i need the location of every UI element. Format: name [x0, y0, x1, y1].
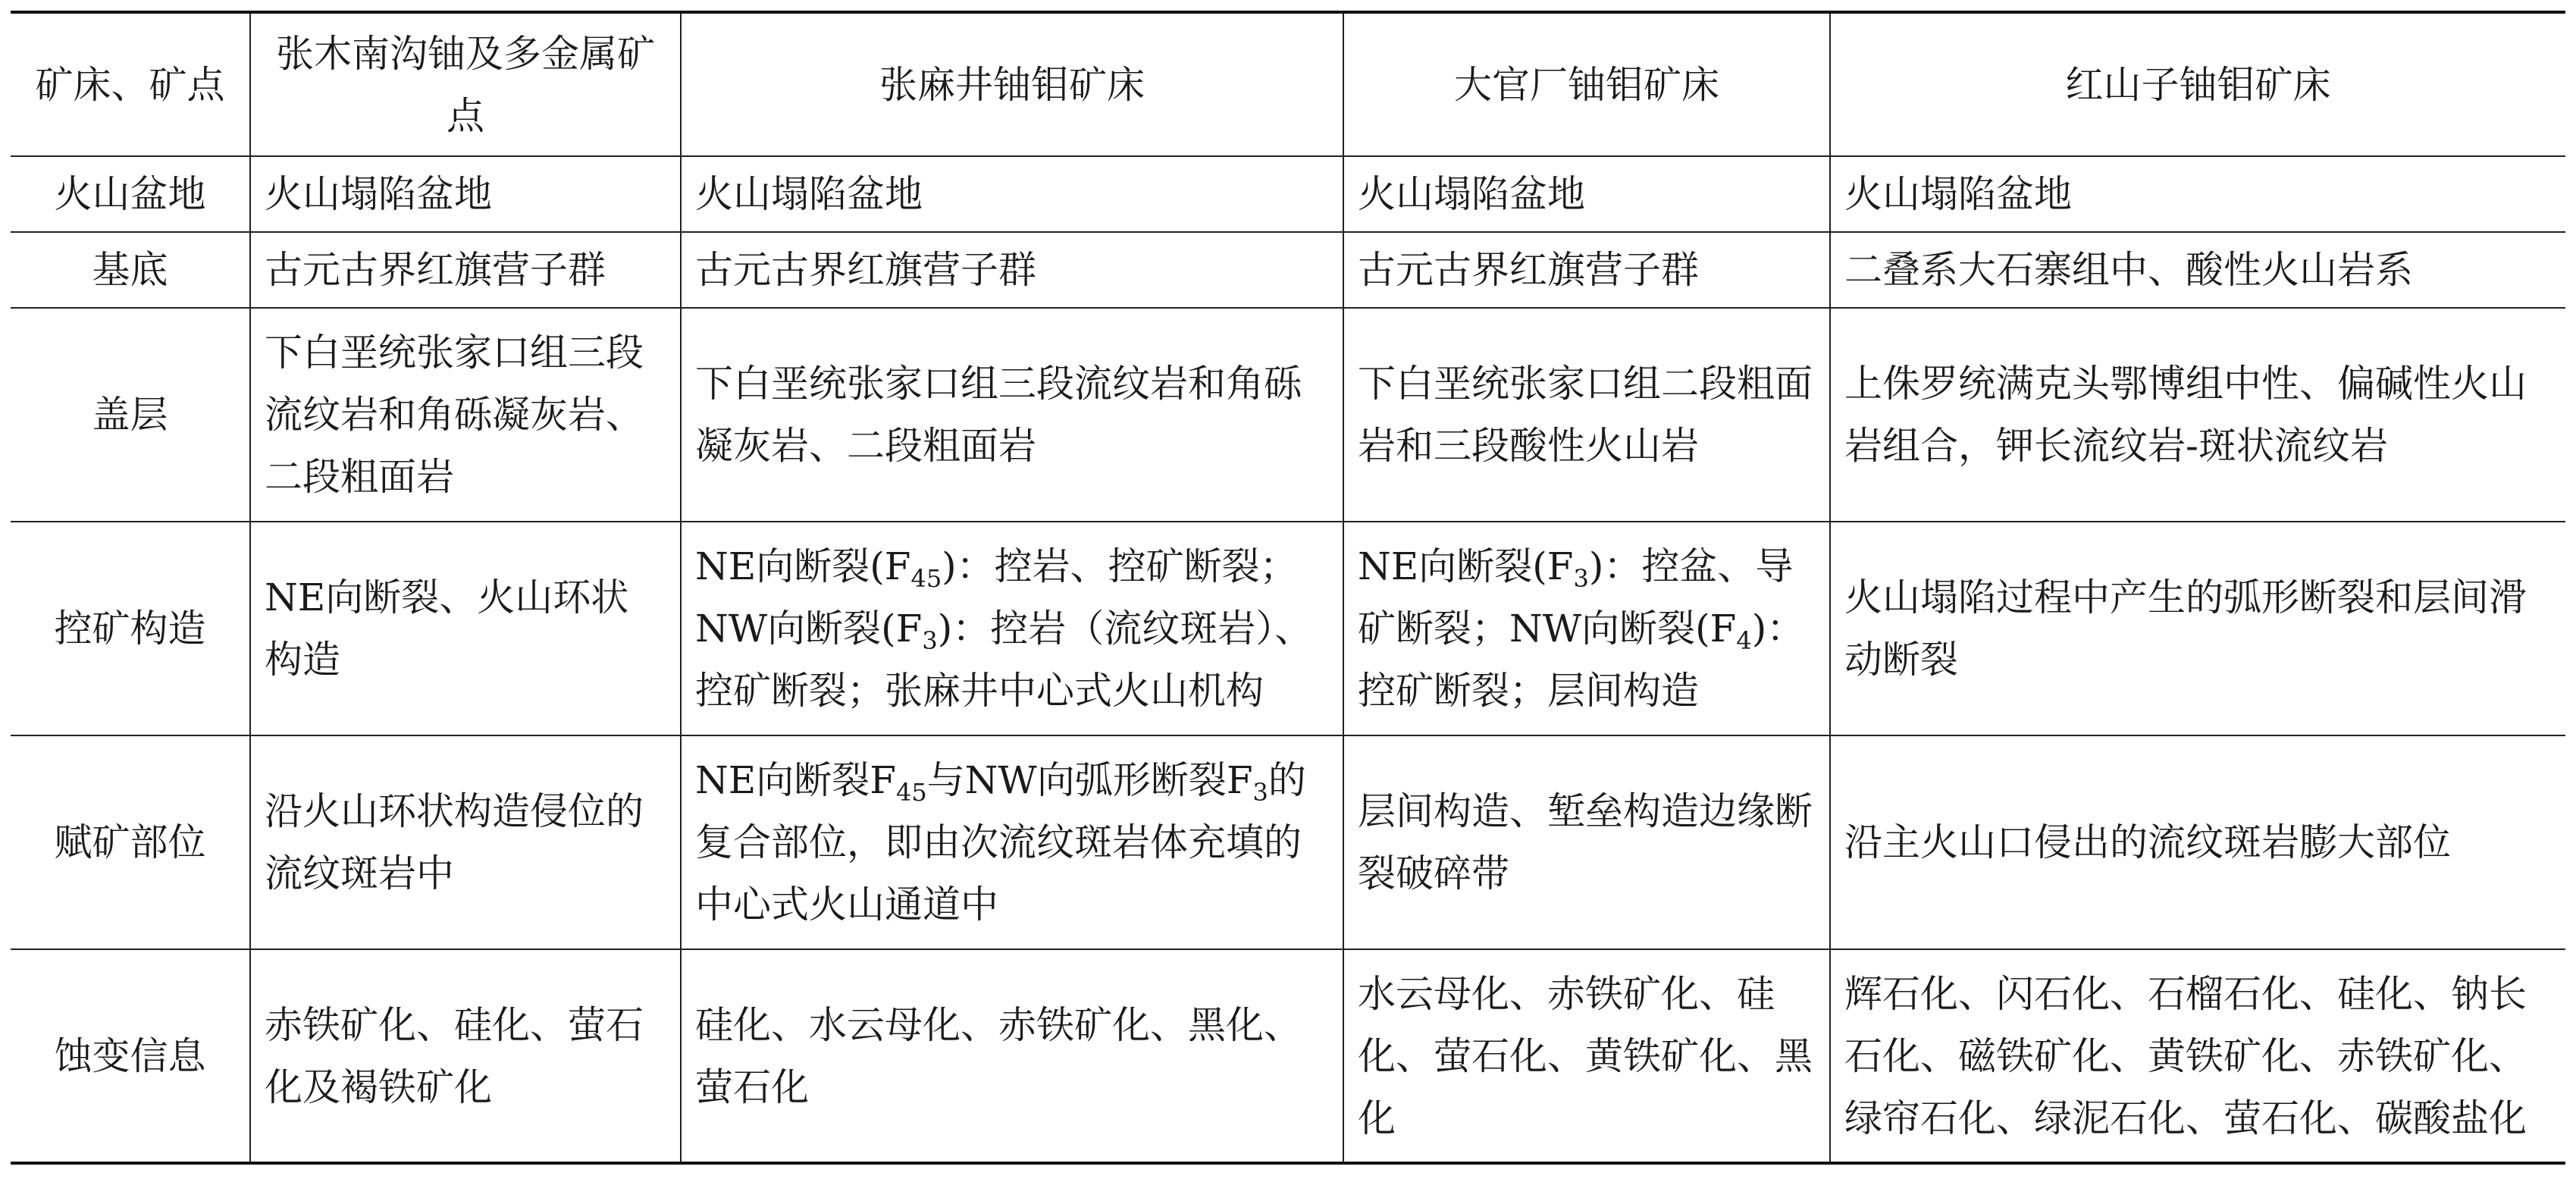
table-cell: 火山塌陷盆地 [1830, 156, 2565, 232]
table-cell: 火山塌陷过程中产生的弧形断裂和层间滑动断裂 [1830, 522, 2565, 735]
subscript: 3 [922, 626, 938, 655]
table-cell: 古元古界红旗营子群 [1343, 232, 1830, 308]
cell-text: 的复合部位，即由次流纹斑岩体充填的中心式火山通道中 [695, 758, 1306, 927]
row-label: 赋矿部位 [11, 735, 250, 949]
ore-deposit-comparison-table [11, 11, 2565, 1165]
subscript: 45 [910, 564, 942, 593]
cell-text: )：控矿断裂；层间构造 [1358, 607, 1805, 713]
table-row [11, 156, 2565, 232]
table-cell: NE向断裂、火山环状构造 [250, 522, 681, 735]
table-cell [681, 735, 1343, 949]
table-cell: 下白垩统张家口组三段流纹岩和角砾凝灰岩、二段粗面岩 [681, 308, 1343, 522]
cell-text: )：控岩（流纹斑岩）、控矿断裂；张麻井中心式火山机构 [695, 607, 1313, 713]
table-cell: 下白垩统张家口组三段流纹岩和角砾凝灰岩、二段粗面岩 [250, 308, 681, 522]
row-label: 控矿构造 [11, 522, 250, 735]
header-row [11, 12, 2565, 156]
table-cell: 古元古界红旗营子群 [250, 232, 681, 308]
cell-text: NE向断裂(F [695, 544, 911, 588]
table-cell: 二叠系大石寨组中、酸性火山岩系 [1830, 232, 2565, 308]
table-cell [1343, 522, 1830, 735]
table-cell: 硅化、水云母化、赤铁矿化、黑化、萤石化 [681, 949, 1343, 1163]
table-row [11, 522, 2565, 735]
table-cell: 下白垩统张家口组二段粗面岩和三段酸性火山岩 [1343, 308, 1830, 522]
table-cell: 水云母化、赤铁矿化、硅化、萤石化、黄铁矿化、黑化 [1343, 949, 1830, 1163]
cell-text: NE向断裂(F [1358, 544, 1574, 588]
header-zhangmunangou: 张木南沟铀及多金属矿点 [250, 12, 681, 156]
table-row [11, 735, 2565, 949]
table-cell: 沿火山环状构造侵位的流纹斑岩中 [250, 735, 681, 949]
row-label: 蚀变信息 [11, 949, 250, 1163]
table-row [11, 232, 2565, 308]
header-deposit: 矿床、矿点 [11, 12, 250, 156]
cell-text: NE向断裂F [695, 758, 896, 802]
subscript: 3 [1252, 778, 1268, 807]
subscript: 4 [1736, 626, 1752, 655]
cell-text: 与NW向弧形断裂F [926, 758, 1253, 802]
cell-text: )：控盆、导矿断裂；NW向断裂(F [1358, 544, 1794, 651]
table-cell: 辉石化、闪石化、石榴石化、硅化、钠长石化、磁铁矿化、黄铁矿化、赤铁矿化、绿帘石化、绿泥石化、萤石化、碳酸盐化 [1830, 949, 2565, 1163]
table-cell: 火山塌陷盆地 [681, 156, 1343, 232]
header-daguanchang: 大官厂铀钼矿床 [1343, 12, 1830, 156]
header-zhangmajing: 张麻井铀钼矿床 [681, 12, 1343, 156]
row-label: 盖层 [11, 308, 250, 522]
table-cell: 上侏罗统满克头鄂博组中性、偏碱性火山岩组合，钾长流纹岩-斑状流纹岩 [1830, 308, 2565, 522]
table-row [11, 949, 2565, 1163]
subscript: 45 [895, 778, 927, 807]
table-cell [681, 522, 1343, 735]
cell-text: )：控岩、控矿断裂；NW向断裂(F [695, 544, 1298, 651]
table-row [11, 308, 2565, 522]
table-container [11, 11, 2565, 1165]
table-cell: 沿主火山口侵出的流纹斑岩膨大部位 [1830, 735, 2565, 949]
table-cell: 赤铁矿化、硅化、萤石化及褐铁矿化 [250, 949, 681, 1163]
table-cell: 火山塌陷盆地 [250, 156, 681, 232]
table-cell: 古元古界红旗营子群 [681, 232, 1343, 308]
subscript: 3 [1573, 564, 1589, 593]
row-label: 基底 [11, 232, 250, 308]
table-cell: 层间构造、堑垒构造边缘断裂破碎带 [1343, 735, 1830, 949]
table-cell: 火山塌陷盆地 [1343, 156, 1830, 232]
row-label: 火山盆地 [11, 156, 250, 232]
header-hongshanzi: 红山子铀钼矿床 [1830, 12, 2565, 156]
